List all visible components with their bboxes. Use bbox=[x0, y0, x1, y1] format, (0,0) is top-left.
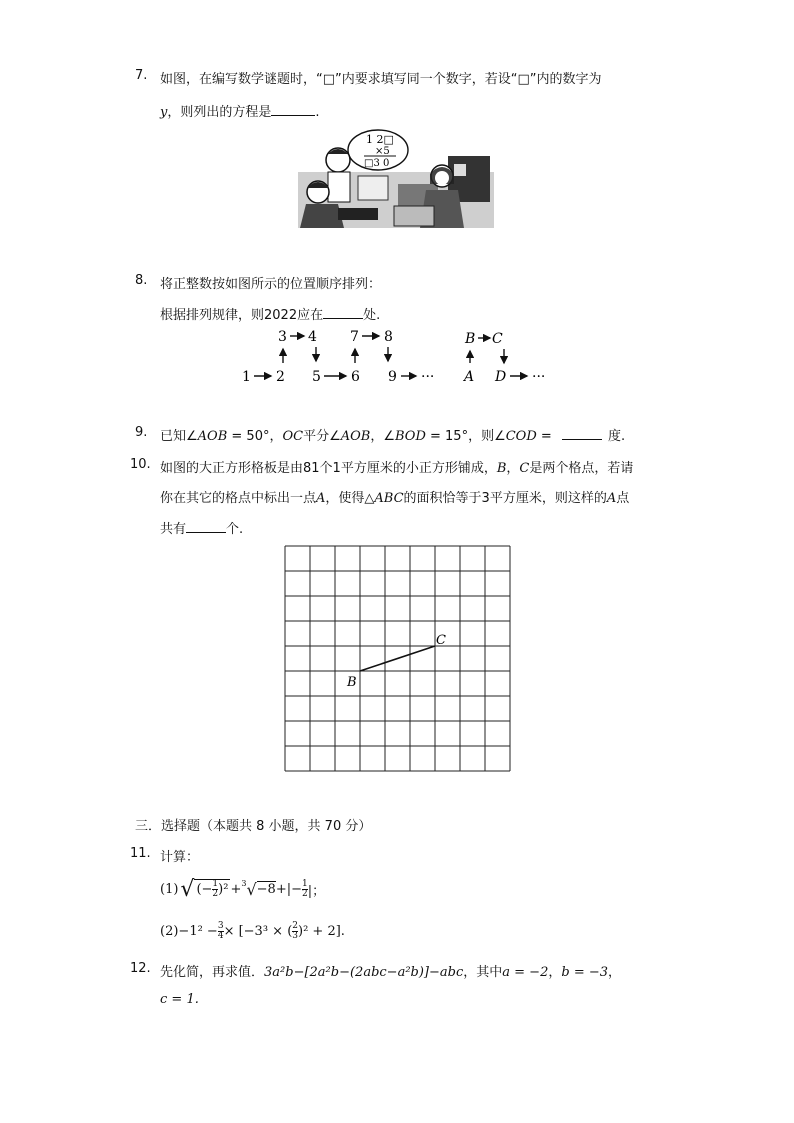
q11-part1: (1) √ (− $\frac{1}{2}$ )² + 3 √ −8 +|− $\frac{1}{2}$ |； bbox=[160, 876, 326, 902]
seq-bot-D: D bbox=[495, 369, 507, 385]
seq-bot-5: 5 bbox=[312, 369, 321, 385]
q7-illustration bbox=[298, 128, 494, 228]
seq-top-C: C bbox=[492, 331, 503, 347]
point-C-label: C bbox=[436, 633, 446, 648]
q12-expression: 3a²b−[2a²b−(2abc−a²b)]−abc bbox=[264, 965, 464, 980]
seq-bot-dots1: ··· bbox=[421, 369, 435, 385]
q12-line2: c = 1. bbox=[160, 992, 199, 1007]
q8-line1: 将正整数按如图所示的位置顺序排列： bbox=[160, 277, 382, 292]
q7-answer-blank[interactable] bbox=[271, 103, 315, 116]
seq-bot-9: 9 bbox=[388, 369, 397, 385]
seq-bot-2: 2 bbox=[276, 369, 285, 385]
q9-number: 9. bbox=[135, 425, 148, 440]
sqrt-icon: √ bbox=[180, 876, 195, 902]
q7-line2 bbox=[160, 101, 320, 120]
q7-line2-text: ，则列出的方程是 bbox=[167, 105, 272, 120]
section3-title: 三．选择题（本题共 8 小题，共 70 分） bbox=[135, 819, 372, 834]
seq-top-8: 8 bbox=[384, 329, 393, 345]
seq-bot-6: 6 bbox=[351, 369, 360, 385]
q7-line2-end: . bbox=[315, 105, 320, 120]
q10-grid-figure bbox=[280, 541, 516, 777]
seq-bot-1: 1 bbox=[242, 369, 251, 385]
q11-number: 11. bbox=[130, 846, 151, 861]
bubble-bot: □3 0 bbox=[364, 158, 390, 169]
q8-answer-blank[interactable] bbox=[323, 306, 363, 319]
q11-title: 计算： bbox=[160, 850, 200, 865]
q10-answer-blank[interactable] bbox=[186, 520, 226, 533]
q8-number: 8. bbox=[135, 273, 148, 288]
q8-line2-a: 根据排列规律，则2022应在 bbox=[160, 308, 324, 323]
seq-top-B: B bbox=[465, 331, 476, 347]
q8-sequence-diagram bbox=[236, 325, 566, 389]
q8-sequence-svg bbox=[236, 325, 566, 389]
seq-bot-A: A bbox=[464, 369, 475, 385]
cbrt-icon: 3 bbox=[241, 878, 247, 888]
q9-text: 已知∠AOB = 50°，OC平分∠AOB，∠BOD = 15°，则∠COD = 度. bbox=[160, 429, 626, 444]
q7-illustration-svg bbox=[298, 128, 494, 228]
q10-line3: 共有 个. bbox=[160, 522, 244, 537]
q12-line1: 先化简，再求值．3a²b−[2a²b−(2abc−a²b)]−abc，其中a = −2，b = −3， bbox=[160, 965, 622, 980]
q7-number: 7. bbox=[135, 68, 148, 83]
bubble-mid: ×5 bbox=[375, 146, 390, 157]
seq-top-4: 4 bbox=[308, 329, 317, 345]
q7-line1: 如图，在编写数学谜题时，“□”内要求填写同一个数字，若设“□”内的数字为 bbox=[160, 72, 602, 87]
q9-answer-blank[interactable] bbox=[562, 427, 602, 440]
q12-number: 12. bbox=[130, 961, 151, 976]
q10-line1: 如图的大正方形格板是由81个1平方厘米的小正方形铺成，B，C是两个格点，若请 bbox=[160, 461, 634, 476]
q10-line2: 你在其它的格点中标出一点A，使得△ABC的面积恰等于3平方厘米，则这样的A点 bbox=[160, 491, 630, 506]
q7-var-y: y bbox=[160, 105, 168, 120]
q11-part2: (2) −1² − $\frac{3}{4}$ × [−3³ × ( $\frac{2}{3}$ )² + 2]. bbox=[160, 920, 345, 941]
point-B-label: B bbox=[347, 675, 357, 690]
seq-top-3: 3 bbox=[278, 329, 287, 345]
q10-grid-svg bbox=[280, 541, 516, 777]
seq-top-7: 7 bbox=[350, 329, 359, 345]
bubble-top: 1 2□ bbox=[366, 133, 394, 146]
q8-line2-b: 处. bbox=[363, 308, 381, 323]
q10-number: 10. bbox=[130, 457, 151, 472]
segment-BC bbox=[360, 646, 435, 671]
q8-line2 bbox=[160, 304, 380, 323]
seq-bot-dots2: ··· bbox=[532, 369, 546, 385]
